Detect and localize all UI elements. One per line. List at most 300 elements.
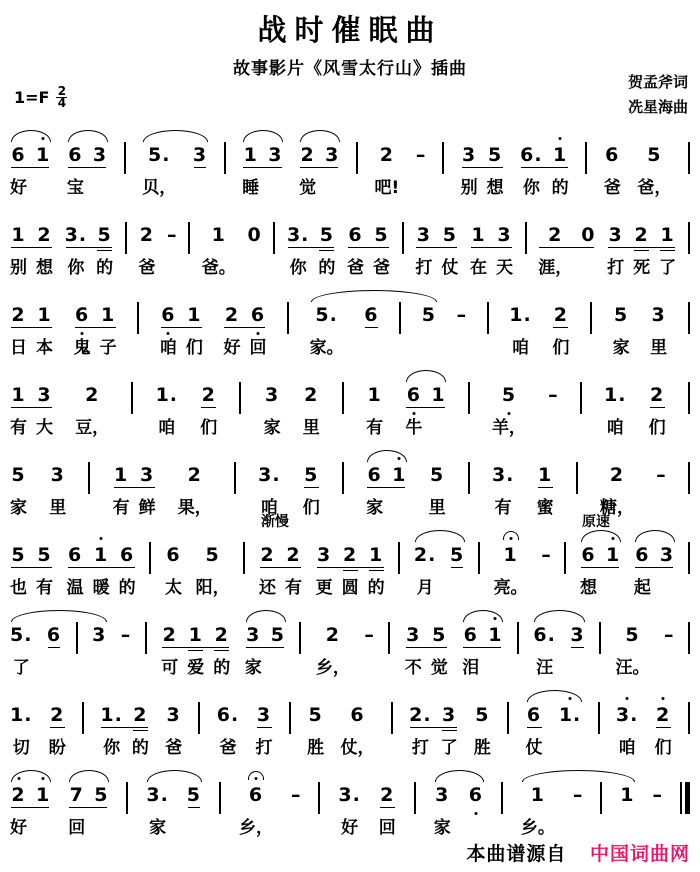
lyric-char: 仗， [340, 738, 375, 758]
lyric-char: 咱 [618, 738, 636, 758]
note-column [659, 224, 676, 280]
note-column [492, 464, 514, 520]
note-column [570, 624, 584, 680]
key-signature [14, 86, 67, 109]
dash-note: – [120, 624, 131, 646]
note-group [10, 448, 27, 520]
note-number: 6. [533, 624, 556, 646]
note-number: 6 [46, 624, 62, 646]
eighth-underline [161, 327, 202, 328]
note-column [580, 544, 597, 600]
note-column [559, 704, 581, 760]
note-group [409, 688, 457, 760]
lyric-char: 爸 [138, 258, 156, 278]
lyric-char: 仗 [525, 738, 543, 758]
note-column [139, 464, 156, 520]
note-number: 2 [11, 784, 26, 806]
note-group [65, 208, 113, 280]
footer-site-name: 中国词曲网 [589, 843, 690, 865]
barline [243, 542, 245, 574]
note-column [537, 464, 554, 520]
note-number: 7 [69, 784, 84, 806]
eighth-underline [410, 727, 456, 728]
note-column [10, 544, 27, 600]
note-column [75, 384, 109, 440]
note-column [469, 784, 483, 840]
note-number: 3 [416, 224, 431, 246]
lyric-char: 家 [149, 818, 167, 838]
note-number: 5 [487, 144, 503, 166]
note-column [256, 704, 273, 760]
lyric-char: 胜 [473, 738, 491, 758]
dash-note: – [456, 304, 467, 326]
note-number: 0 [247, 224, 262, 246]
note-group [10, 208, 53, 280]
note-number: 5 [421, 304, 436, 326]
barline [688, 702, 690, 734]
lyric-char: 爸 [373, 258, 391, 278]
note-number: 3 [608, 224, 623, 246]
score-line [9, 688, 691, 768]
note-column [461, 144, 478, 200]
lyric-char: 宝 [66, 178, 84, 198]
note-number: 6 [350, 704, 365, 726]
lyric-char: 盼 [48, 738, 66, 758]
final-barline [680, 782, 690, 814]
note-group [67, 528, 136, 600]
score-line [9, 514, 691, 608]
note-column [161, 624, 178, 680]
barline [688, 142, 690, 174]
note-number: 6 [68, 544, 83, 566]
note-column [496, 224, 513, 280]
note-number: 6 [348, 224, 363, 246]
note-number: 3 [441, 704, 457, 726]
note-number: 5 [625, 624, 640, 646]
note-column [581, 224, 595, 280]
final-barline-thin [680, 782, 682, 814]
lyric-char: 回 [249, 338, 267, 358]
note-group [429, 448, 446, 520]
note-column [10, 624, 32, 680]
note-group [49, 448, 66, 520]
note-number: 3 [246, 624, 261, 646]
lyric-char: 家 [244, 658, 262, 678]
note-number: 5 [186, 784, 202, 806]
lyric-char: 蜜 [536, 498, 554, 518]
note-group [338, 768, 360, 840]
barline [188, 222, 190, 254]
octave-dot-above [626, 697, 629, 700]
note-number: 1. [100, 704, 123, 726]
eighth-underline [11, 167, 49, 168]
barline [388, 622, 390, 654]
note-column [10, 144, 27, 200]
note-group [340, 688, 374, 760]
lyric-char: 打 [607, 258, 625, 278]
eighth-underline [581, 567, 619, 568]
eighth-underline [68, 167, 106, 168]
note-column [633, 224, 650, 280]
note-column [431, 384, 445, 440]
note-number: 5 [270, 624, 285, 646]
eighth-underline [162, 647, 229, 648]
note-column [156, 384, 178, 440]
dash-note: – [548, 384, 558, 406]
note-column [242, 144, 259, 200]
note-number: 6 [635, 544, 650, 566]
lyric-char: 胜 [307, 738, 325, 758]
note-number: 6 [367, 464, 382, 486]
lyric-char: 的 [551, 178, 569, 198]
note-group [492, 368, 526, 440]
note-number: 5 [205, 544, 220, 566]
note-group [366, 368, 383, 440]
lyric-char: 阳， [195, 578, 230, 598]
note-group [138, 208, 155, 280]
note-number: 3 [435, 784, 450, 806]
note-group [316, 608, 350, 680]
note-group [616, 688, 638, 760]
note-number: 1 [530, 784, 545, 806]
note-number: 2 [260, 544, 275, 566]
note-number: 6 [166, 544, 181, 566]
note-column [405, 384, 422, 440]
note-number: 3 [37, 384, 52, 406]
note-number: 1 [36, 144, 51, 166]
note-column [492, 384, 526, 440]
octave-dot-below [167, 332, 170, 335]
eighth-underline [246, 647, 284, 648]
dash-note: – [656, 464, 666, 486]
lyric-char: 有 [284, 578, 302, 598]
lyric-char: 死 [633, 258, 651, 278]
lyricist-credit: 贺孟斧词 [627, 73, 688, 91]
note-column [213, 624, 230, 680]
lyric-char: 回 [68, 818, 86, 838]
score-line [9, 368, 691, 448]
barline [198, 702, 200, 734]
note-number: 1 [36, 784, 51, 806]
note-number: 2 [300, 144, 315, 166]
lyric-char: 鬼 [73, 338, 91, 358]
note-group [303, 368, 320, 440]
note-number: 5 [432, 624, 447, 646]
note-column [450, 544, 464, 600]
lyric-char: 了 [440, 738, 458, 758]
lyric-char: 你 [522, 178, 540, 198]
note-number: 1 [431, 384, 446, 406]
note-column [429, 464, 446, 520]
note-number: 6 [581, 544, 596, 566]
footer [466, 839, 690, 866]
note-column [520, 144, 542, 200]
note-number: 2 [286, 544, 301, 566]
score [0, 128, 700, 848]
note-number: 3. [286, 224, 310, 246]
eighth-underline [288, 247, 334, 248]
note-column [474, 704, 491, 760]
eighth-underline [462, 167, 503, 168]
note-column [310, 304, 344, 360]
lyric-char: 的 [118, 578, 136, 598]
note-group [650, 288, 667, 360]
lyric-char: 亮。 [493, 578, 528, 598]
note-group [202, 208, 236, 280]
note-number: 5 [442, 224, 457, 246]
lyric-char: 不 [404, 658, 422, 678]
eighth-underline [194, 167, 206, 168]
score-line [9, 288, 691, 368]
note-group [604, 368, 626, 440]
note-number: 3. [491, 464, 515, 486]
note-column [538, 224, 572, 280]
sixteenth-underline [343, 570, 358, 571]
note-group [492, 448, 514, 520]
barline [318, 782, 320, 814]
note-column [138, 224, 155, 280]
note-column [49, 464, 66, 520]
note-number: 1 [94, 544, 109, 566]
lyric-char: 想 [486, 178, 504, 198]
note-column [649, 384, 666, 440]
eighth-underline [188, 807, 200, 808]
note-column [303, 384, 320, 440]
note-group [461, 128, 504, 200]
note-column [160, 304, 177, 360]
note-number: 5 [450, 544, 465, 566]
note-number: 6 [605, 144, 620, 166]
note-number: 6 [364, 304, 379, 326]
barline [688, 542, 690, 574]
barline [224, 142, 226, 174]
note-column [146, 784, 168, 840]
key-signature-text: 1=F [14, 88, 50, 107]
lyric-char: 好 [341, 818, 359, 838]
lyric-char: 果， [177, 498, 212, 518]
note-number: 5 [308, 704, 323, 726]
note-number: 2 [162, 624, 177, 646]
note-column [10, 704, 32, 760]
note-number: 2. [409, 704, 432, 726]
barline [149, 542, 151, 574]
barline [688, 462, 690, 494]
lyric-char: 睡 [242, 178, 260, 198]
note-number: 6 [120, 544, 135, 566]
time-signature-numerator: 2 [57, 84, 67, 98]
lyric-char: 仗 [441, 258, 459, 278]
note-group [520, 128, 568, 200]
note-number: 1 [100, 304, 116, 326]
note-group [600, 448, 634, 520]
note-column [552, 144, 569, 200]
note-number: 3. [615, 704, 639, 726]
note-number: 3 [92, 624, 107, 646]
note-number: 2 [553, 304, 568, 326]
note-column [10, 464, 27, 520]
score-line [9, 128, 691, 208]
note-column [245, 624, 262, 680]
octave-dot-below [412, 412, 415, 415]
note-column [552, 304, 569, 360]
note-column [604, 384, 626, 440]
note-column [637, 144, 671, 200]
octave-dot-above [100, 537, 103, 540]
note-number: 1. [10, 704, 33, 726]
barline [414, 782, 416, 814]
note-column [68, 784, 85, 840]
lyric-char: 里 [428, 498, 446, 518]
note-number: 3 [406, 624, 421, 646]
note-number: 6. [216, 704, 240, 726]
note-column [200, 384, 217, 440]
barline [287, 302, 289, 334]
note-column [247, 224, 261, 280]
note-column [186, 304, 203, 360]
tempo-marking: 渐慢 [260, 514, 289, 530]
dash-note: – [541, 544, 551, 566]
note-column [318, 224, 335, 280]
lyric-char: 有 [494, 498, 512, 518]
lyric-char: 也 [10, 578, 27, 598]
barline [219, 782, 221, 814]
note-column [202, 224, 236, 280]
note-column [142, 144, 176, 200]
note-number: 1 [368, 544, 384, 566]
note-column [316, 544, 333, 600]
sixteenth-underline [442, 730, 457, 731]
note-column [268, 144, 282, 200]
note-number: 3 [651, 304, 666, 326]
note-number: 0 [581, 224, 596, 246]
lyric-char: 吧! [374, 178, 400, 198]
lyric-char: 有 [10, 418, 27, 438]
note-column [36, 544, 53, 600]
note-column [325, 144, 339, 200]
note-number: 2 [187, 464, 202, 486]
barline [598, 702, 600, 734]
note-column [606, 544, 620, 600]
eighth-underline [553, 327, 568, 328]
lyric-char: 的 [96, 258, 114, 278]
note-group [347, 208, 390, 280]
note-number: 2 [548, 224, 563, 246]
time-signature [56, 86, 67, 109]
octave-dot-above [559, 137, 562, 140]
eighth-underline [365, 327, 377, 328]
note-number: 1 [11, 224, 26, 246]
eighth-underline [11, 807, 49, 808]
lyric-char: 咱 [260, 498, 278, 518]
note-number: 6 [250, 304, 266, 326]
note-column [10, 304, 27, 360]
sixteenth-underline [133, 730, 148, 731]
note-number: 6 [406, 384, 421, 406]
note-group [217, 688, 239, 760]
lyric-char: 月 [416, 578, 434, 598]
note-column [414, 544, 436, 600]
lyric-char: 太 [164, 578, 182, 598]
note-column [340, 704, 374, 760]
barline [517, 622, 519, 654]
note-number: 5 [304, 464, 319, 486]
score-line [9, 608, 691, 688]
note-column [47, 624, 61, 680]
note-number: 1 [392, 464, 407, 486]
note-number: 5 [647, 144, 662, 166]
lyric-char: 日 [10, 338, 27, 358]
lyric-char: 了 [659, 258, 677, 278]
eighth-underline [48, 647, 60, 648]
note-group [10, 688, 32, 760]
note-column [36, 784, 50, 840]
eighth-underline [257, 727, 272, 728]
barline [398, 542, 400, 574]
lyric-char: 圆 [341, 578, 359, 598]
note-column [119, 544, 136, 600]
note-column [287, 224, 309, 280]
note-group [316, 528, 385, 600]
final-barline-thick [685, 782, 690, 814]
barline [137, 302, 139, 334]
lyric-char: 家 [10, 498, 27, 518]
barline [402, 222, 404, 254]
note-column [178, 464, 212, 520]
eighth-underline [66, 247, 112, 248]
note-number: 2 [379, 144, 395, 166]
note-group [375, 128, 400, 200]
song-title: 战时催眠曲 [257, 13, 443, 47]
lyric-char: 羊， [491, 418, 526, 438]
octave-dot-below [256, 332, 259, 335]
note-number: 2 [85, 384, 100, 406]
lyric-char: 有 [112, 498, 130, 518]
note-number: 2 [37, 224, 52, 246]
note-number: 1 [367, 384, 382, 406]
eighth-underline [471, 247, 512, 248]
barline [507, 702, 509, 734]
note-group [613, 288, 630, 360]
note-number: 1. [509, 304, 532, 326]
lyric-char: 家 [366, 498, 384, 518]
eighth-underline [538, 487, 553, 488]
barline [600, 782, 602, 814]
note-column [434, 784, 451, 840]
header [0, 0, 700, 126]
barline [342, 462, 344, 494]
note-number: 1 [243, 144, 258, 166]
sixteenth-underline [188, 650, 203, 651]
note-group [616, 608, 650, 680]
eighth-underline [416, 247, 457, 248]
note-number: 2 [656, 704, 671, 726]
note-column [65, 224, 87, 280]
eighth-underline [11, 327, 52, 328]
note-column [67, 144, 84, 200]
barline [145, 622, 147, 654]
note-number: 6 [463, 624, 478, 646]
barline [478, 542, 480, 574]
dash-note: – [572, 784, 583, 806]
note-number: 3 [264, 384, 280, 406]
eighth-underline [406, 407, 444, 408]
sixteenth-underline [97, 250, 112, 251]
eighth-underline [527, 727, 542, 728]
lyric-char: 在 [469, 258, 487, 278]
note-column [249, 304, 266, 360]
note-number: 3 [461, 144, 477, 166]
barline [576, 462, 578, 494]
